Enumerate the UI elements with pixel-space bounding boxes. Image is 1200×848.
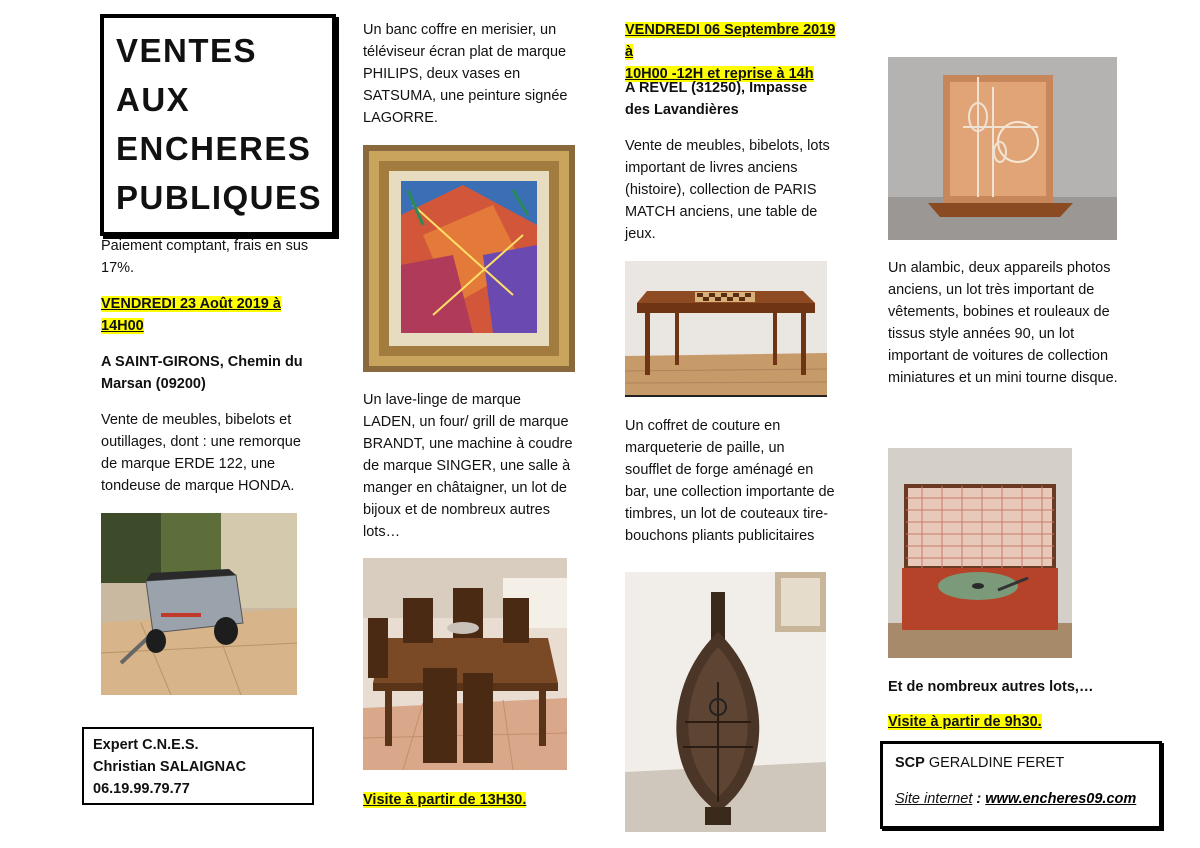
record-player-photo [888, 448, 1072, 658]
title-line: AUX [116, 81, 191, 118]
expert-phone: 06.19.99.79.77 [93, 781, 190, 797]
site-link[interactable]: www.encheres09.com [985, 791, 1137, 807]
date-highlight: VENDREDI 06 Septembre 2019 à [625, 22, 836, 60]
description-4: Un alambic, deux appareils photos anciens, un lot très important de vêtements, bobines et rouleaux de tissus style années 90, un lot important de voitures de collection miniatures et un mini tourne disque. [888, 260, 1118, 386]
date-highlight: 10H00 -12H et reprise à 14h [625, 66, 814, 82]
description-2a: Un banc coffre en merisier, un téléviseur écran plat de marque PHILIPS, deux vases en SATSUMA, une peinture signée LAGORRE. [363, 22, 568, 126]
site-label: Site internet [895, 791, 973, 807]
scp-name: GERALDINE FERET [924, 755, 1065, 771]
alembic-photo [888, 57, 1117, 240]
description-3b: Un coffret de couture en marqueterie de paille, un soufflet de forge aménagé en bar, une collection importante de timbres, un lot de couteaux tire-bouchons pliants publicitaires [625, 418, 835, 544]
painting-photo [363, 145, 575, 372]
visit-highlight: Visite à partir de 9h30. [888, 714, 1042, 730]
expert-title: Expert C.N.E.S. [93, 737, 199, 753]
title-line: PUBLIQUES [116, 179, 323, 216]
bellows-photo [625, 572, 826, 832]
expert-box [82, 727, 314, 805]
date-sale-1 [101, 293, 291, 337]
scp-box [880, 741, 1162, 829]
title-line: VENTES [116, 32, 258, 69]
date-sale-2 [625, 19, 840, 85]
location-2: A REVEL (31250), Impasse des Lavandières [625, 80, 808, 118]
game-table-photo [625, 261, 827, 397]
more-lots: Et de nombreux autres lots,… [888, 679, 1094, 695]
location-1: A SAINT-GIRONS, Chemin du Marsan (09200) [101, 354, 303, 392]
scp-prefix: SCP [895, 755, 925, 771]
description-1: Vente de meubles, bibelots et outillages, dont : une remorque de marque ERDE 122, une tondeuse de marque HONDA. [101, 412, 301, 494]
site-separator: : [972, 791, 986, 807]
description-3a: Vente de meubles, bibelots, lots important de livres anciens (histoire), collection de PARIS MATCH anciens, une table de jeux. [625, 138, 830, 242]
title-box [100, 14, 336, 236]
expert-name: Christian SALAIGNAC [93, 759, 247, 775]
title-line: ENCHERES [116, 130, 312, 167]
description-2b: Un lave-linge de marque LADEN, un four/ grill de marque BRANDT, une machine à coudre de marque SINGER, une salle à manger en châtaigner, un lot de bijoux et de nombreux autres lots… [363, 392, 573, 540]
visit-2 [363, 789, 526, 811]
date-highlight: VENDREDI 23 Août 2019 à 14H00 [101, 296, 281, 334]
dining-table-photo [363, 558, 567, 770]
visit-4 [888, 711, 1042, 733]
visit-highlight: Visite à partir de 13H30. [363, 792, 527, 808]
trailer-photo [101, 513, 297, 695]
payment-terms: Paiement comptant, frais en sus 17%. [101, 238, 309, 276]
